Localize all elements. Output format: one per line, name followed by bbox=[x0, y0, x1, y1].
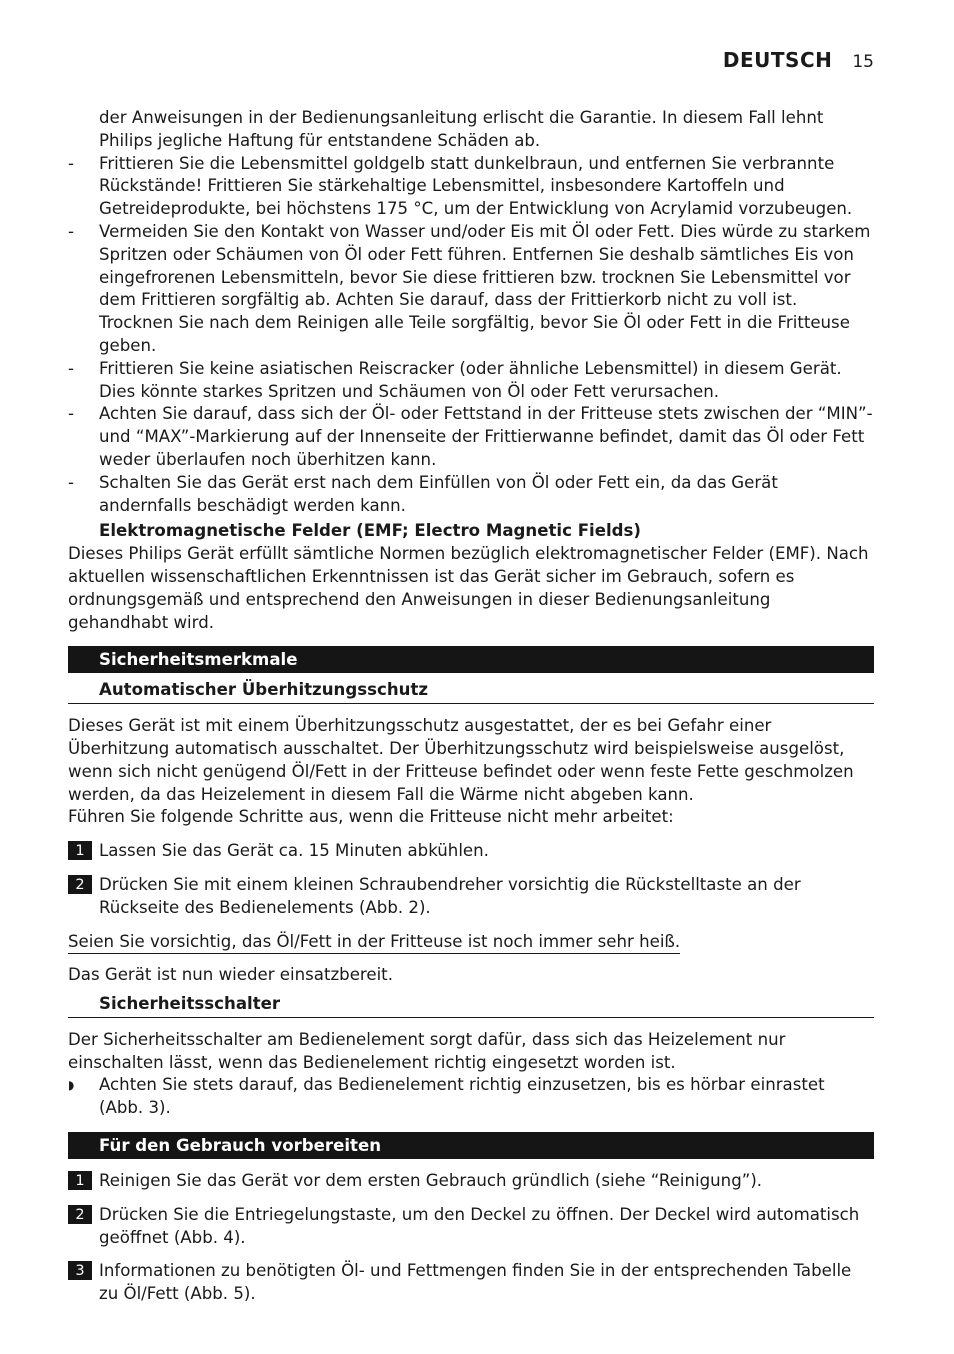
list-item-text: Achten Sie darauf, dass sich der Öl- oder Fettstand in der Fritteuse stets zwischen der “MIN”- und “MAX”-Markierung auf der Innenseite der Frittierwanne befindet, damit das Öl oder Fett weder überlaufen noch überhitzen kann. bbox=[99, 404, 873, 469]
dash-marker: - bbox=[68, 153, 74, 173]
page-header bbox=[723, 48, 874, 72]
bullet-marker: ◗ bbox=[68, 1078, 75, 1093]
ready-note: Das Gerät ist nun wieder einsatzbereit. bbox=[68, 965, 393, 985]
section-title-safety: Sicherheitsmerkmale bbox=[68, 646, 874, 673]
list-item bbox=[68, 153, 874, 221]
step-text: Informationen zu benötigten Öl- und Fettmengen finden Sie in der entsprechenden Tabelle zu Öl/Fett (Abb. 5). bbox=[99, 1261, 852, 1304]
warning-text: Seien Sie vorsichtig, das Öl/Fett in der Fritteuse ist noch immer sehr heiß. bbox=[68, 932, 680, 954]
step-number-badge: 2 bbox=[68, 875, 92, 894]
overheat-heading: Automatischer Überhitzungsschutz bbox=[68, 679, 874, 704]
step-item bbox=[68, 874, 874, 920]
switch-heading: Sicherheitsschalter bbox=[68, 993, 874, 1018]
list-item-text: Schalten Sie das Gerät erst nach dem Einfüllen von Öl oder Fett ein, da das Gerät andernfalls beschädigt werden kann. bbox=[99, 472, 778, 515]
bullet-text: Achten Sie stets darauf, das Bedienelement richtig einzusetzen, bis es hörbar einrastet (Abb. 3). bbox=[99, 1075, 825, 1118]
emf-text: Dieses Philips Gerät erfüllt sämtliche Normen bezüglich elektromagnetischer Felder (EMF). Nach aktuellen wissenschaftlichen Erkenntnissen ist das Gerät sicher im Gebrauch, sofern es ordnungsgemäß und entsprechend den Anweisungen in dieser Bedienungsanleitung gehandhabt wird. bbox=[68, 544, 869, 632]
list-item-text: Frittieren Sie die Lebensmittel goldgelb statt dunkelbraun, und entfernen Sie verbrannte Rückstände! Frittieren Sie stärkehaltige Lebensmittel, insbesondere Kartoffeln und Getreideprodukte, bei höchstens 175 °C, um der Entwicklung von Acrylamid vorzubeugen. bbox=[99, 153, 853, 219]
step-text: Reinigen Sie das Gerät vor dem ersten Gebrauch gründlich (siehe “Reinigung”). bbox=[99, 1171, 763, 1191]
step-text: Drücken Sie mit einem kleinen Schraubendreher vorsichtig die Rückstelltaste an der Rückseite des Bedienelements (Abb. 2). bbox=[99, 874, 801, 917]
list-item bbox=[68, 403, 874, 471]
step-number-badge: 1 bbox=[68, 841, 92, 860]
step-item bbox=[68, 1260, 874, 1306]
warning-block bbox=[68, 931, 874, 954]
section-title-prepare: Für den Gebrauch vorbereiten bbox=[68, 1132, 874, 1159]
step-item bbox=[68, 840, 874, 863]
step-number-badge: 2 bbox=[68, 1205, 92, 1224]
page-body bbox=[68, 107, 874, 1306]
emf-heading: Elektromagnetische Felder (EMF; Electro Magnetic Fields) bbox=[99, 521, 642, 541]
step-item bbox=[68, 1204, 874, 1250]
list-item bbox=[68, 358, 874, 404]
overheat-instruction: Führen Sie folgende Schritte aus, wenn die Fritteuse nicht mehr arbeitet: bbox=[68, 807, 674, 827]
switch-paragraph: Der Sicherheitsschalter am Bedienelement sorgt dafür, dass sich das Heizelement nur einschalten lässt, wenn das Bedienelement richtig eingesetzt worden ist. bbox=[68, 1029, 786, 1072]
page-number: 15 bbox=[852, 52, 874, 72]
language-label: DEUTSCH bbox=[722, 48, 833, 72]
bullet-item bbox=[68, 1074, 874, 1120]
list-item-text: Frittieren Sie keine asiatischen Reiscracker (oder ähnliche Lebensmittel) in diesem Gerät. Dies könnte starkes Spritzen und Schäumen von Öl oder Fett verursachen. bbox=[99, 358, 842, 401]
step-text: Drücken Sie die Entriegelungstaste, um den Deckel zu öffnen. Der Deckel wird automatisch geöffnet (Abb. 4). bbox=[99, 1204, 860, 1247]
list-item bbox=[68, 221, 874, 358]
overheat-paragraph: Dieses Gerät ist mit einem Überhitzungsschutz ausgestattet, der es bei Gefahr einer Überhitzung automatisch ausschaltet. Der Überhitzungsschutz wird beispielsweise ausgelöst, wenn sich nicht genügend Öl/Fett in der Fritteuse befindet oder wenn feste Fette geschmolzen werden, da das Heizelement in diesem Fall die Wärme nicht abgeben kann. bbox=[68, 716, 854, 804]
intro-continuation: der Anweisungen in der Bedienungsanleitung erlischt die Garantie. In diesem Fall lehnt Philips jegliche Haftung für entstandene Schäden ab. bbox=[99, 108, 824, 150]
list-item bbox=[68, 472, 874, 518]
dash-marker: - bbox=[68, 404, 74, 424]
step-item bbox=[68, 1170, 874, 1193]
step-number-badge: 3 bbox=[68, 1261, 92, 1280]
dash-marker: - bbox=[68, 221, 74, 241]
dash-marker: - bbox=[68, 472, 74, 492]
step-text: Lassen Sie das Gerät ca. 15 Minuten abkühlen. bbox=[99, 841, 489, 861]
step-number-badge: 1 bbox=[68, 1171, 92, 1190]
dash-marker: - bbox=[68, 358, 74, 378]
list-item-text: Vermeiden Sie den Kontakt von Wasser und/oder Eis mit Öl oder Fett. Dies würde zu starkem Spritzen oder Schäumen von Öl oder Fett führen. Entfernen Sie deshalb sämtliches Eis von eingefrorenen Lebensmitteln, bevor Sie diese frittieren bzw. trocknen Sie Lebensmittel vor dem Frittieren sorgfältig ab. Achten Sie darauf, dass der Frittierkorb nicht zu voll ist. Trocknen Sie nach dem Reinigen alle Teile sorgfältig, bevor Sie Öl oder Fett in die Fritteuse geben. bbox=[99, 221, 871, 355]
